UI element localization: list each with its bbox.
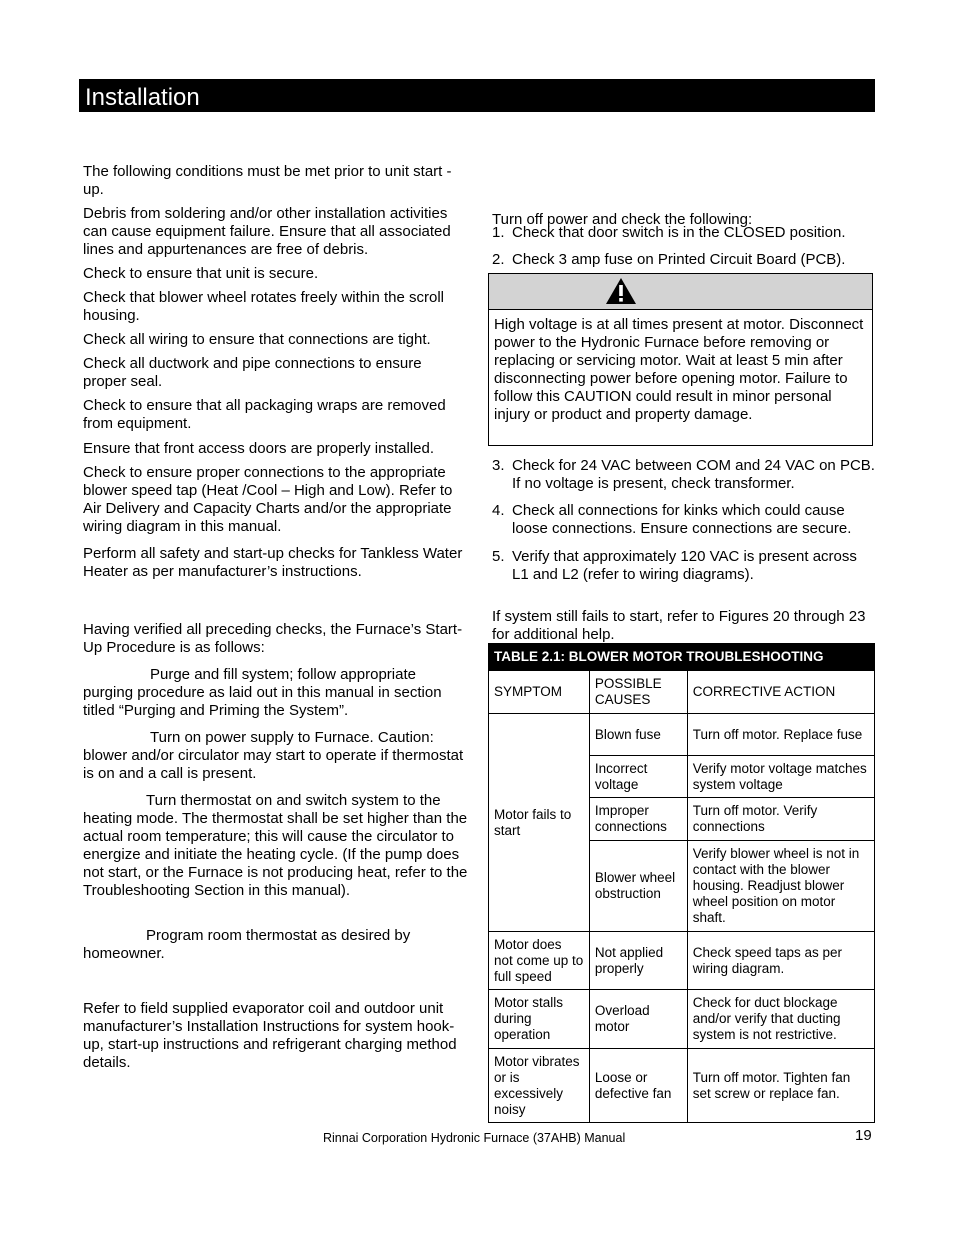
right-intro: Turn off power and check the following:: [492, 211, 753, 228]
item-text: Verify that approximately 120 VAC is present across L1 and L2 (refer to wiring diagrams).: [512, 548, 857, 583]
cause-cell: Improper connections: [589, 798, 687, 841]
refer-paragraph: Refer to field supplied evaporator coil and outdoor unit manufacturer’s Installation Instructions for system hook-up, start-up instructions and refrigerant charging method details.: [83, 1000, 457, 1071]
table-row: [489, 932, 875, 990]
numbered-item: [492, 548, 877, 584]
item-text: Check for 24 VAC between COM and 24 VAC on PCB. If no voltage is present, check transformer.: [512, 457, 875, 492]
procedure-step: Turn thermostat on and switch system to the heating mode. The thermostat shall be set higher than the actual room temperature; this will cause the circulator to energize and initiate the heating cycle. (If the pump does not start, or the Furnace is not producing heat, refer to the Troubleshooting Section in this manual).: [83, 792, 468, 899]
item-number: 1.: [492, 224, 505, 241]
action-cell: Verify blower wheel is not in contact with the blower housing. Readjust blower wheel position on motor shaft.: [687, 841, 874, 932]
item-text: Check all connections for kinks which could cause loose connections. Ensure connections are secure.: [512, 502, 852, 537]
item-text: Check that door switch is in the CLOSED position.: [512, 224, 846, 241]
caution-header: [489, 274, 872, 310]
symptom-cell: Motor stalls during operation: [489, 990, 590, 1049]
numbered-item: [492, 224, 877, 242]
caution-box: [488, 273, 873, 446]
table-title-row: [489, 644, 875, 671]
action-cell: Verify motor voltage matches system voltage: [687, 756, 874, 798]
cause-cell: Incorrect voltage: [589, 756, 687, 798]
table-row: [489, 714, 875, 756]
check-item: Check to ensure proper connections to the appropriate blower speed tap (Heat /Cool – High and Low). Refer to Air Delivery and Capacity Charts and/or the appropriate wiring diagram in this manual.: [83, 464, 453, 535]
check-item: Check all wiring to ensure that connections are tight.: [83, 331, 431, 348]
action-cell: Turn off motor. Verify connections: [687, 798, 874, 841]
section-header-bar: [79, 79, 875, 112]
action-cell: Check for duct blockage and/or verify that ducting system is not restrictive.: [687, 990, 874, 1049]
action-cell: Check speed taps as per wiring diagram.: [687, 932, 874, 990]
symptom-cell: Motor does not come up to full speed: [489, 932, 590, 990]
item-number: 2.: [492, 251, 505, 268]
numbered-item: [492, 457, 877, 493]
section-title: Installation: [85, 84, 200, 111]
symptom-cell: Motor vibrates or is excessively noisy: [489, 1049, 590, 1123]
cause-cell: Blown fuse: [589, 714, 687, 756]
procedure-step: Program room thermostat as desired by homeowner.: [83, 927, 411, 962]
header-cell: SYMPTOM: [489, 671, 590, 714]
table-title: TABLE 2.1: BLOWER MOTOR TROUBLESHOOTING: [489, 644, 875, 671]
left-intro: The following conditions must be met prior to unit start -up.: [83, 163, 452, 198]
numbered-item: [492, 502, 877, 538]
page-number: 19: [855, 1127, 872, 1144]
item-text: Check 3 amp fuse on Printed Circuit Board (PCB).: [512, 251, 846, 268]
cause-cell: Loose or defective fan: [589, 1049, 687, 1123]
symptom-cell: Motor fails to start: [489, 714, 590, 932]
item-number: 3.: [492, 457, 505, 474]
cause-cell: Blower wheel obstruction: [589, 841, 687, 932]
procedure-intro: Having verified all preceding checks, the Furnace’s Start-Up Procedure is as follows:: [83, 621, 463, 656]
table-row: [489, 1049, 875, 1123]
caution-text: High voltage is at all times present at motor. Disconnect power to the Hydronic Furnace before removing or replacing or servicing motor. Wait at least 5 min after disconnecting power before opening motor. Failure to follow this CAUTION could result in minor personal injury or product and property damage.: [494, 316, 864, 423]
header-cell: CORRECTIVE ACTION: [687, 671, 874, 714]
check-item: Debris from soldering and/or other installation activities can cause equipment failure. Ensure that all associated lines and appurtenances are free of debris.: [83, 205, 451, 258]
check-item: Check to ensure that all packaging wraps are removed from equipment.: [83, 397, 446, 432]
cause-cell: Not applied properly: [589, 932, 687, 990]
check-item: Check to ensure that unit is secure.: [83, 265, 319, 282]
warning-icon: [604, 276, 638, 306]
table-header-row: [489, 671, 875, 714]
check-item: Ensure that front access doors are properly installed.: [83, 440, 435, 457]
check-item: Check all ductwork and pipe connections to ensure proper seal.: [83, 355, 422, 390]
numbered-item: [492, 251, 877, 269]
procedure-step: Turn on power supply to Furnace. Caution: blower and/or circulator may start to operate if thermostat is on and a call is present.: [83, 729, 464, 782]
header-cell: POSSIBLE CAUSES: [589, 671, 687, 714]
cause-cell: Overload motor: [589, 990, 687, 1049]
footer-text: Rinnai Corporation Hydronic Furnace (37AHB) Manual: [323, 1131, 626, 1145]
item-number: 5.: [492, 548, 505, 565]
item-number: 4.: [492, 502, 505, 519]
procedure-step: Purge and fill system; follow appropriate purging procedure as laid out in this manual in section titled “Purging and Priming the System”.: [83, 666, 442, 719]
blower-motor-table: [488, 643, 875, 1123]
check-item: Perform all safety and start-up checks for Tankless Water Heater as per manufacturer’s instructions.: [83, 545, 463, 580]
right-outro: If system still fails to start, refer to Figures 20 through 23 for additional help.: [492, 608, 866, 643]
check-item: Check that blower wheel rotates freely within the scroll housing.: [83, 289, 444, 324]
table-row: [489, 990, 875, 1049]
action-cell: Turn off motor. Tighten fan set screw or replace fan.: [687, 1049, 874, 1123]
action-cell: Turn off motor. Replace fuse: [687, 714, 874, 756]
